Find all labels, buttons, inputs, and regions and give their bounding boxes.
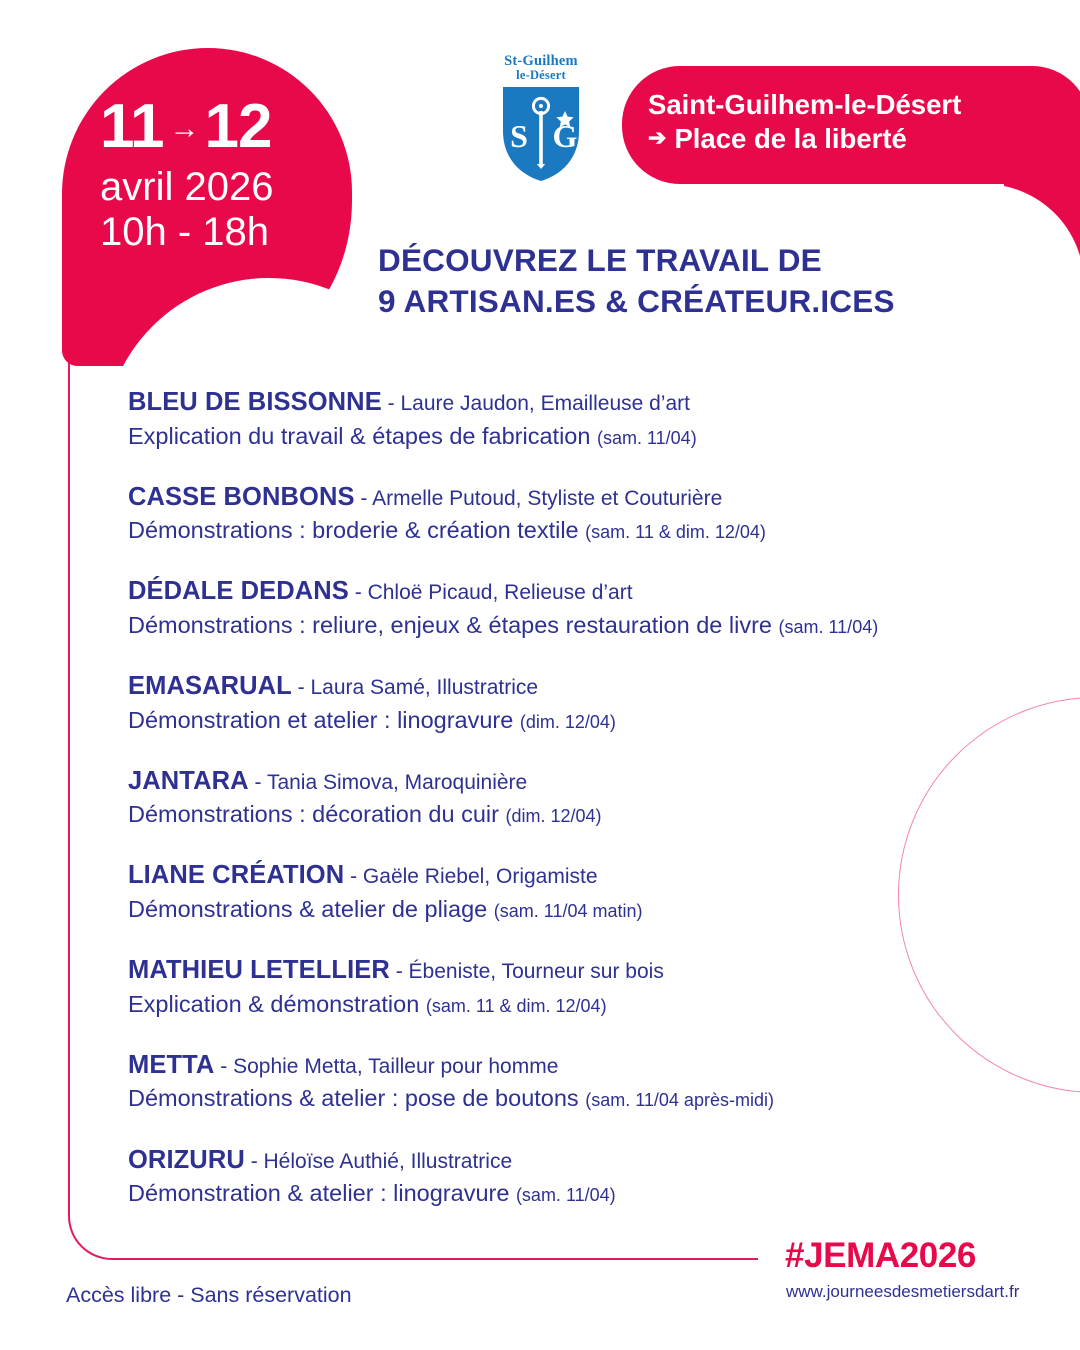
crest-wordmark-line1: St-Guilhem bbox=[504, 53, 578, 69]
list-item bbox=[128, 1143, 1038, 1210]
artisan-activity-row bbox=[128, 515, 1038, 546]
page-title-line1: DÉCOUVREZ LE TRAVAIL DE bbox=[378, 242, 822, 278]
list-item bbox=[128, 669, 1038, 736]
list-item bbox=[128, 764, 1038, 831]
artisan-headline bbox=[128, 953, 1038, 988]
artisan-name: LIANE CRÉATION bbox=[128, 861, 345, 890]
artisan-schedule: (sam. 11/04) bbox=[596, 427, 697, 448]
arrow-right-icon: → bbox=[169, 112, 199, 145]
artisan-person: - Armelle Putoud, Styliste et Couturière bbox=[354, 486, 723, 510]
crest-letter-s: S bbox=[510, 118, 528, 155]
artisan-headline bbox=[128, 1048, 1038, 1083]
location-town: Saint-Guilhem-le-Désert bbox=[648, 89, 962, 120]
speech-bubble-tail-cut bbox=[884, 184, 1080, 384]
artisan-schedule: (sam. 11/04 après-midi) bbox=[585, 1090, 774, 1111]
artisan-activity-row bbox=[128, 705, 1038, 736]
artisan-name: DÉDALE DEDANS bbox=[128, 577, 349, 606]
location-place: Place de la liberté bbox=[674, 122, 907, 154]
artisan-person: - Sophie Metta, Tailleur pour homme bbox=[214, 1054, 559, 1078]
date-hours: 10h - 18h bbox=[100, 210, 270, 254]
artisan-activity-row bbox=[128, 894, 1038, 925]
artisan-headline bbox=[128, 480, 1038, 515]
artisan-person: - Tania Simova, Maroquinière bbox=[248, 770, 528, 794]
date-day-start: 11 bbox=[100, 92, 164, 161]
artisan-headline bbox=[128, 858, 1038, 893]
artisan-headline bbox=[128, 574, 1038, 609]
arrow-right-icon: ➔ bbox=[648, 124, 667, 150]
artisan-schedule: (sam. 11 & dim. 12/04) bbox=[585, 522, 766, 543]
artisan-activity: Démonstrations & atelier de pliage bbox=[128, 896, 488, 923]
date-range bbox=[100, 92, 273, 161]
artisan-list bbox=[128, 385, 1038, 1209]
list-item bbox=[128, 1048, 1038, 1115]
shield-icon bbox=[489, 85, 593, 188]
artisan-activity-row bbox=[128, 1083, 1038, 1114]
artisan-activity-row bbox=[128, 799, 1038, 830]
artisan-name: EMASARUAL bbox=[128, 672, 292, 701]
page-title-line2: 9 ARTISAN.ES & CRÉATEUR.ICES bbox=[378, 282, 895, 319]
artisan-activity: Démonstration et atelier : linogravure bbox=[128, 706, 514, 733]
artisan-schedule: (dim. 12/04) bbox=[505, 806, 602, 827]
artisan-activity: Démonstrations : décoration du cuir bbox=[128, 801, 499, 828]
artisan-activity-row bbox=[128, 610, 1038, 641]
artisan-person: - Laura Samé, Illustratrice bbox=[291, 676, 539, 700]
artisan-schedule: (dim. 12/04) bbox=[519, 711, 616, 732]
town-crest-logo bbox=[489, 54, 593, 189]
artisan-schedule: (sam. 11/04 matin) bbox=[493, 901, 643, 922]
footer-access-note: Accès libre - Sans réservation bbox=[66, 1283, 352, 1307]
artisan-person: - Chloë Picaud, Relieuse d’art bbox=[348, 581, 633, 605]
artisan-activity: Explication du travail & étapes de fabrication bbox=[128, 422, 591, 449]
artisan-headline bbox=[128, 764, 1038, 799]
artisan-headline bbox=[128, 669, 1038, 704]
artisan-activity: Démonstrations : broderie & création textile bbox=[128, 517, 579, 544]
list-item bbox=[128, 953, 1038, 1020]
artisan-person: - Héloïse Authié, Illustratrice bbox=[244, 1149, 513, 1173]
list-item bbox=[128, 858, 1038, 925]
artisan-person: - Gaële Riebel, Origamiste bbox=[344, 865, 598, 889]
list-item bbox=[128, 480, 1038, 547]
artisan-headline bbox=[128, 385, 1038, 420]
artisan-schedule: (sam. 11 & dim. 12/04) bbox=[425, 995, 607, 1016]
artisan-name: ORIZURU bbox=[128, 1145, 245, 1174]
footer-hashtag: #JEMA2026 bbox=[785, 1236, 976, 1275]
artisan-schedule: (sam. 11/04) bbox=[515, 1185, 616, 1206]
location-place-row bbox=[648, 122, 961, 156]
list-item bbox=[128, 574, 1038, 641]
artisan-name: CASSE BONBONS bbox=[128, 482, 355, 511]
list-item bbox=[128, 385, 1038, 452]
artisan-name: MATHIEU LETELLIER bbox=[128, 956, 390, 985]
artisan-activity-row bbox=[128, 989, 1038, 1020]
artisan-activity-row bbox=[128, 1178, 1038, 1209]
artisan-activity: Explication & démonstration bbox=[128, 990, 420, 1017]
crest-wordmark bbox=[489, 54, 593, 82]
date-month-year: avril 2026 bbox=[100, 165, 274, 209]
footer-website-url[interactable]: www.journeesdesmetiersdart.fr bbox=[786, 1282, 1020, 1301]
artisan-headline bbox=[128, 1143, 1038, 1178]
artisan-activity: Démonstrations : reliure, enjeux & étapes restauration de livre bbox=[128, 612, 772, 639]
crest-wordmark-line2: le-Désert bbox=[516, 68, 566, 83]
artisan-person: - Ébeniste, Tourneur sur bois bbox=[389, 960, 664, 984]
artisan-activity: Démonstrations & atelier : pose de boutons bbox=[128, 1085, 579, 1112]
artisan-name: METTA bbox=[128, 1050, 215, 1079]
artisan-activity-row bbox=[128, 421, 1038, 452]
artisan-name: JANTARA bbox=[128, 766, 249, 795]
artisan-activity: Démonstration & atelier : linogravure bbox=[128, 1180, 510, 1207]
artisan-schedule: (sam. 11/04) bbox=[778, 617, 879, 638]
artisan-name: BLEU DE BISSONNE bbox=[128, 388, 382, 416]
date-day-end: 12 bbox=[204, 92, 272, 161]
page-title bbox=[378, 240, 895, 322]
artisan-person: - Laure Jaudon, Emailleuse d’art bbox=[381, 392, 690, 415]
date-badge bbox=[100, 92, 274, 254]
location-text bbox=[648, 88, 961, 155]
crest-letter-g: G bbox=[552, 118, 578, 155]
